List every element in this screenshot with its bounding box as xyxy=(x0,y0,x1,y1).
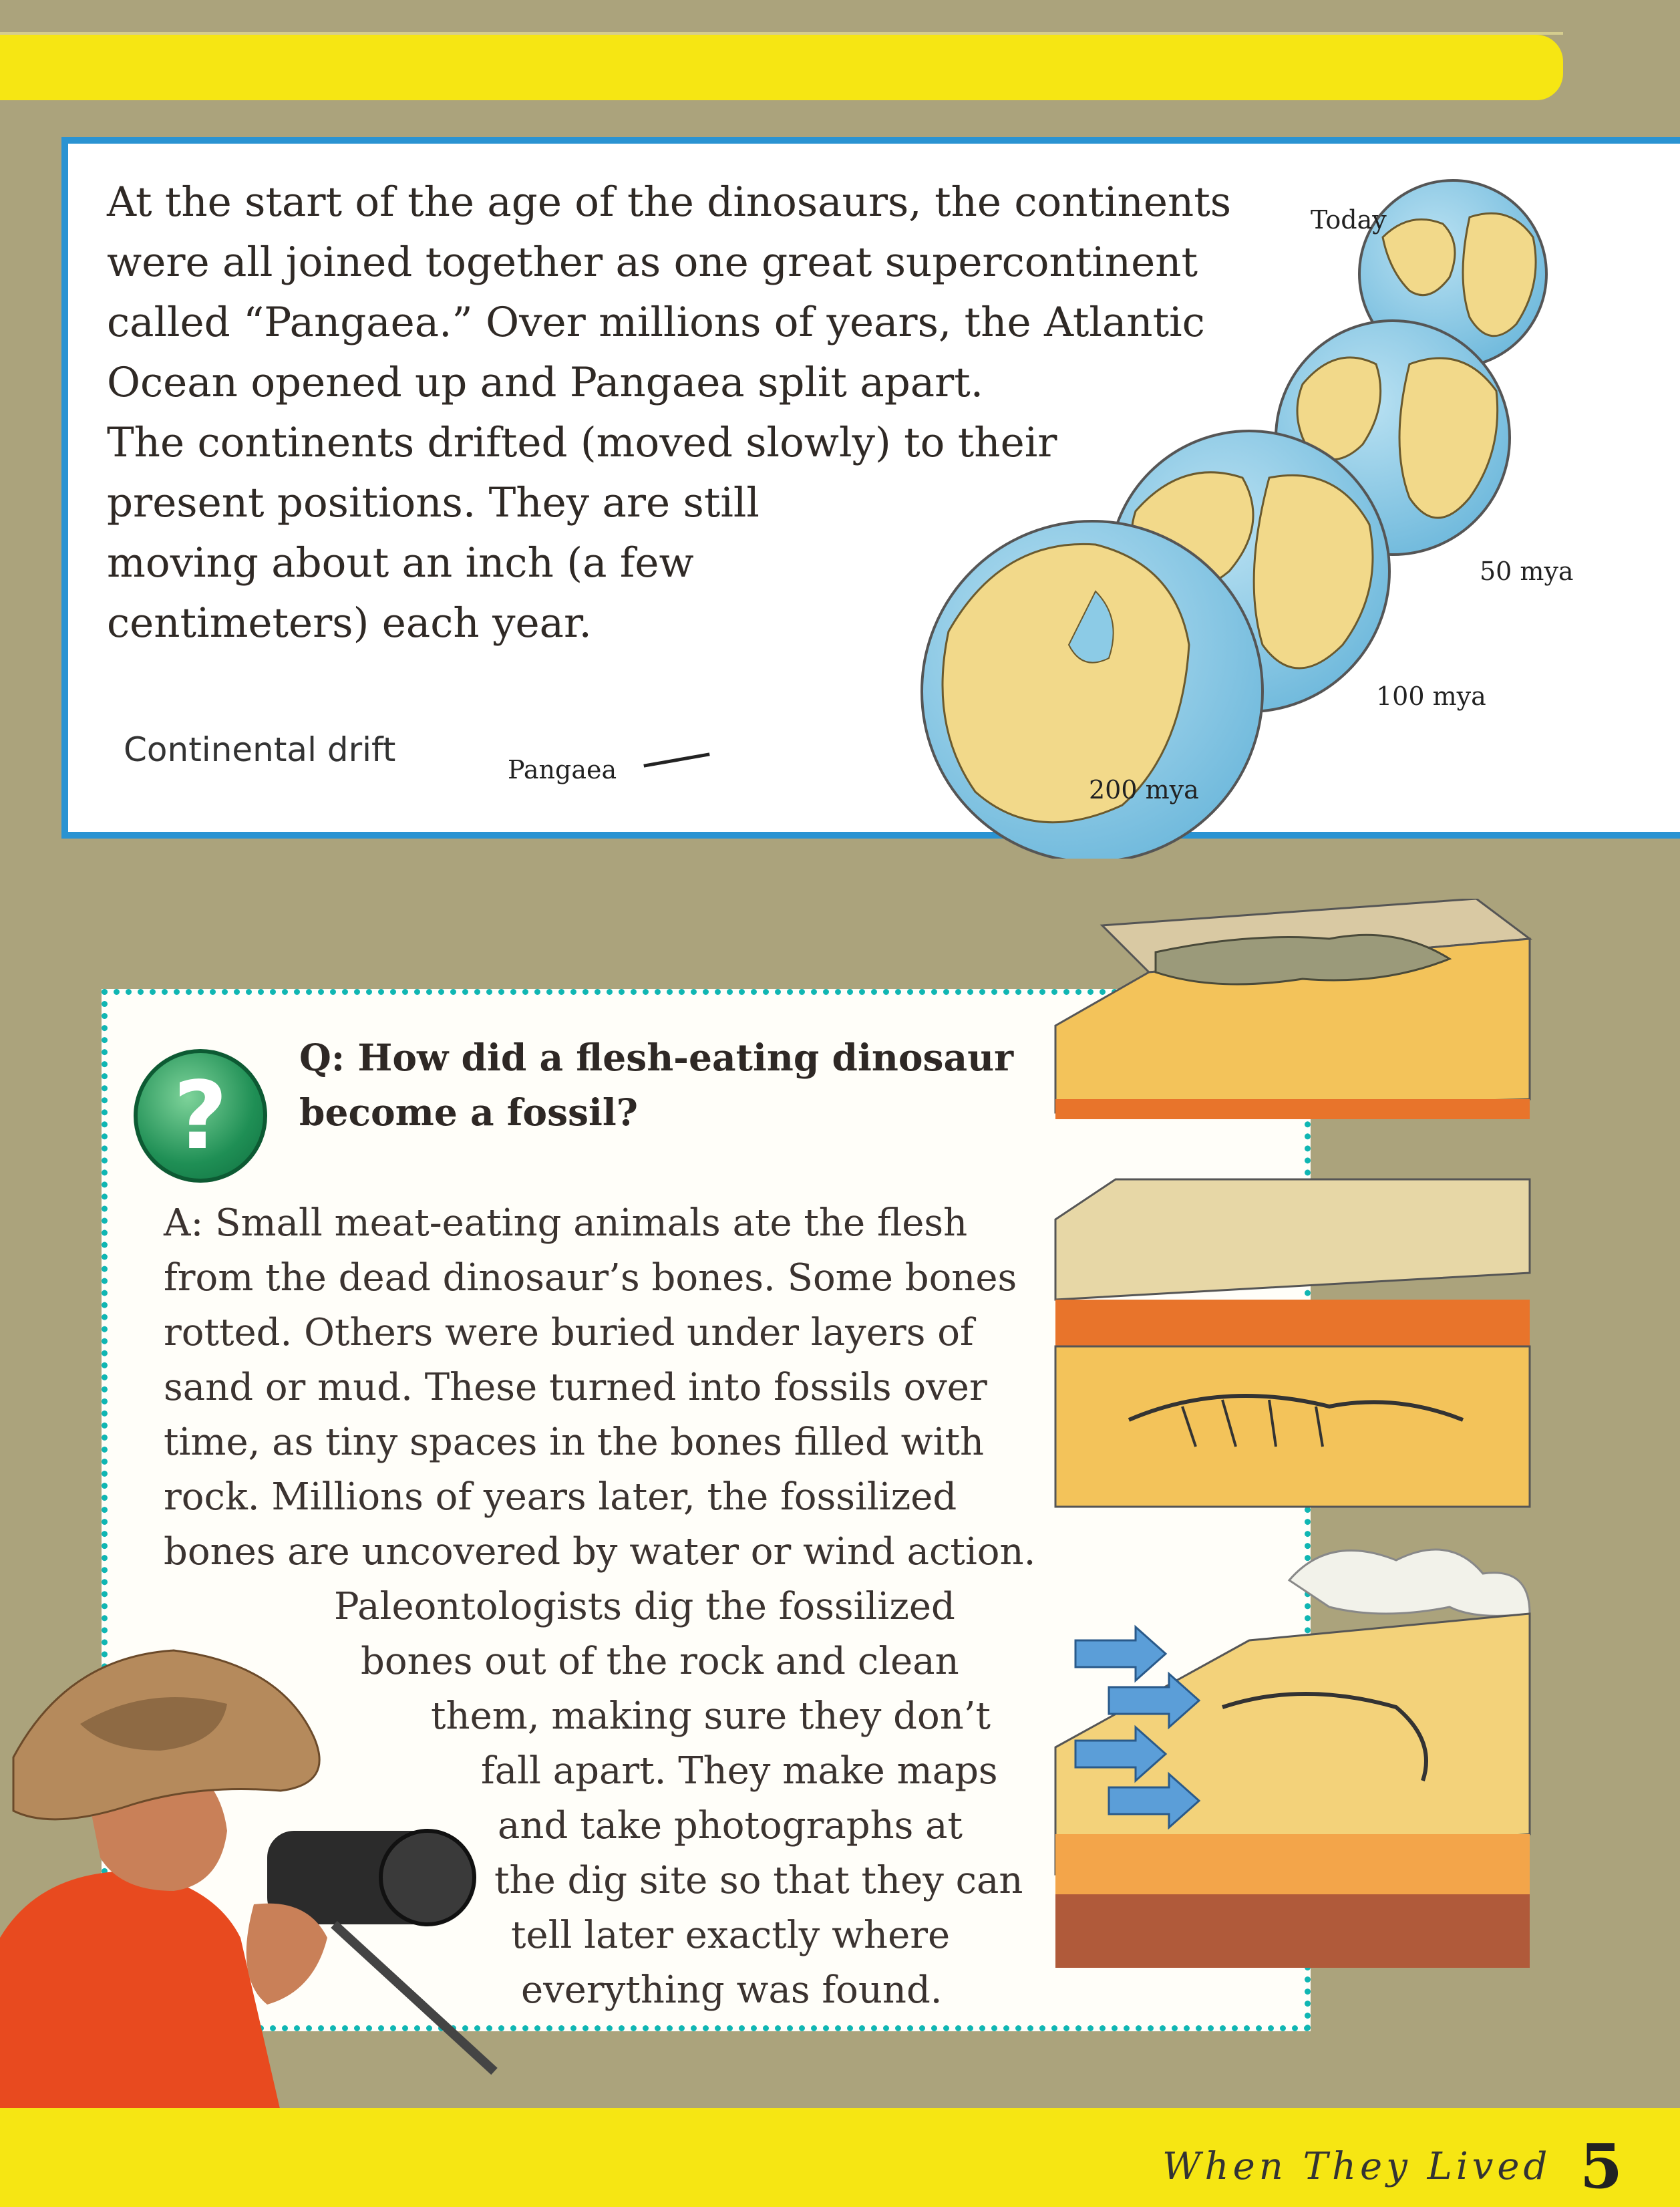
answer-line: everything was found. xyxy=(521,1968,943,2012)
intro-line: called “Pangaea.” Over millions of years, the Atlantic xyxy=(107,299,1205,346)
intro-line: present positions. They are still xyxy=(107,479,760,527)
intro-line: At the start of the age of the dinosaurs, the continents xyxy=(107,178,1232,226)
intro-line: Ocean opened up and Pangaea split apart. xyxy=(107,359,984,406)
globe-pangaea xyxy=(922,521,1263,859)
figure-caption: Continental drift xyxy=(124,730,396,769)
answer-line: tell later exactly where xyxy=(511,1914,951,1957)
answer-line: sand or mud. These turned into fossils over xyxy=(164,1366,987,1409)
label-today: Today xyxy=(1311,205,1387,235)
question-heading xyxy=(299,1030,1047,1140)
stage-uncovered-fossil xyxy=(1055,1550,1530,1968)
label-50-mya: 50 mya xyxy=(1480,557,1574,586)
answer-line: bones out of the rock and clean xyxy=(361,1640,959,1683)
answer-line: A: Small meat-eating animals ate the flesh xyxy=(164,1201,968,1245)
question-line: Q: How did a flesh-eating dinosaur xyxy=(299,1036,1014,1079)
page-number: 5 xyxy=(1580,2130,1623,2202)
answer-line: them, making sure they don’t xyxy=(431,1695,991,1738)
intro-line: centimeters) each year. xyxy=(107,599,592,647)
question-mark-icon: ? xyxy=(134,1049,267,1183)
answer-line: and take photographs at xyxy=(498,1804,963,1848)
stage-dead-dinosaur xyxy=(1055,899,1530,1119)
top-banner xyxy=(0,35,1563,100)
paleontologist-with-camera-illustration xyxy=(0,1590,508,2111)
answer-line: Paleontologists dig the fossilized xyxy=(334,1585,955,1628)
section-title: When They Lived xyxy=(1162,2145,1552,2188)
answer-line: time, as tiny spaces in the bones filled with xyxy=(164,1421,985,1464)
answer-line: fall apart. They make maps xyxy=(481,1749,998,1793)
label-pangaea: Pangaea xyxy=(508,755,617,784)
answer-line: rotted. Others were buried under layers of xyxy=(164,1311,974,1354)
fossil-formation-illustrations xyxy=(1049,899,1563,1974)
continental-drift-globes xyxy=(721,164,1670,859)
answer-line: the dig site so that they can xyxy=(494,1859,1023,1902)
answer-line: bones are uncovered by water or wind action. xyxy=(164,1530,1036,1574)
intro-line: were all joined together as one great supercontinent xyxy=(107,239,1198,286)
answer-line: rock. Millions of years later, the fossilized xyxy=(164,1475,957,1519)
intro-line: The continents drifted (moved slowly) to their xyxy=(107,419,1057,466)
answer-line: from the dead dinosaur’s bones. Some bones xyxy=(164,1256,1017,1300)
label-100-mya: 100 mya xyxy=(1376,682,1486,711)
label-200-mya: 200 mya xyxy=(1089,775,1199,804)
stage-buried-skeleton xyxy=(1055,1179,1530,1507)
question-line: become a fossil? xyxy=(299,1090,639,1134)
intro-line: moving about an inch (a few xyxy=(107,539,694,587)
